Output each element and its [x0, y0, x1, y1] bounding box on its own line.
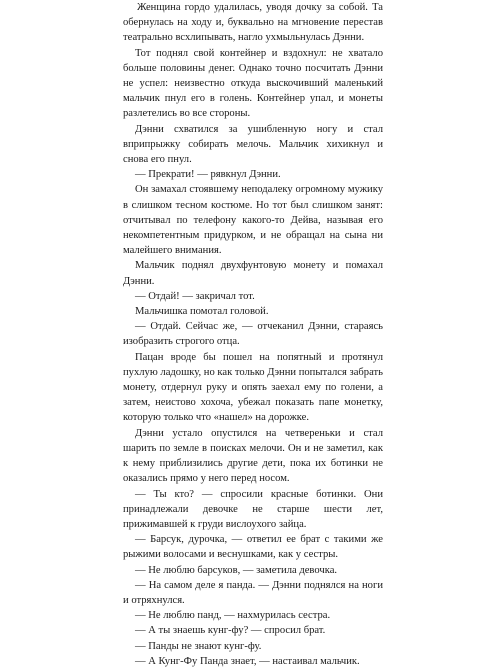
paragraph: Он замахал стоявшему неподалеку огромному мужику в слишком тесном костюме. Но тот был слишком занят: отчитывал по телефону какого-то Дейва, называя его некомпетентным придурком, и не обращал на сына ни малейшего внимания. — [123, 184, 383, 257]
dialogue-line: — Отдай. Сейчас же, — отчеканил Дэнни, стараясь изобразить строгого отца. — [123, 321, 383, 348]
dialogue-line: — Отдай! — закричал тот. — [135, 290, 255, 302]
paragraph: Пацан вроде бы пошел на попятный и протянул пухлую ладошку, но как только Дэнни попытался забрать монету, отдернул руку и опять заехал ему по голени, а затем, неистово хохоча, убежал показать папе монетку, которую только что «нашел» на дорожке. — [123, 351, 383, 424]
dialogue-line: — Прекрати! — рявкнул Дэнни. — [135, 169, 281, 181]
dialogue-line: — А ты знаешь кунг-фу? — спросил брат. — [135, 625, 326, 637]
dialogue-line: — А Кунг-Фу Панда знает, — настаивал мальчик. — [135, 655, 360, 667]
dialogue-line: — Панды не знают кунг-фу. — [135, 640, 262, 652]
body-text — [123, 0, 383, 669]
dialogue-line: — Ты кто? — спросили красные ботинки. Они принадлежали девочке не старше шести лет, прижимавшей к груди вислоухого зайца. — [123, 488, 383, 530]
paragraph: Мальчишка помотал головой. — [135, 306, 269, 318]
paragraph: Тот поднял свой контейнер и вздохнул: не хватало больше половины денег. Однако точно посчитать Дэнни не успел: неизвестно откуда выскочивший маленький мальчик пнул его в голень. Контейнер упал, и монеты разлетелись во все стороны. — [123, 47, 383, 120]
paragraph: Дэнни устало опустился на четвереньки и стал шарить по земле в поисках мелочи. Он и не заметил, как к нему приблизились другие дети, пока их ботинки не оказались прямо у него перед носом. — [123, 427, 383, 485]
dialogue-line: — Барсук, дурочка, — ответил ее брат с такими же рыжими волосами и веснушками, как у сестры. — [123, 534, 383, 561]
dialogue-line: — На самом деле я панда. — Дэнни поднялся на ноги и отряхнулся. — [123, 579, 383, 606]
paragraph: Женщина гордо удалилась, уводя дочку за собой. Та обернулась на ходу и, буквально на мгновение перестав театрально всхлипывать, нагло ухмыльнулась Дэнни. — [123, 2, 383, 44]
dialogue-line: — Не люблю панд, — нахмурилась сестра. — [135, 610, 331, 622]
paragraph: Мальчик поднял двухфунтовую монету и помахал Дэнни. — [123, 260, 383, 287]
dialogue-line: — Не люблю барсуков, — заметила девочка. — [135, 564, 338, 576]
paragraph: Дэнни схватился за ушибленную ногу и стал вприпрыжку собирать мелочь. Мальчик хихикнул и снова его пнул. — [123, 123, 383, 166]
